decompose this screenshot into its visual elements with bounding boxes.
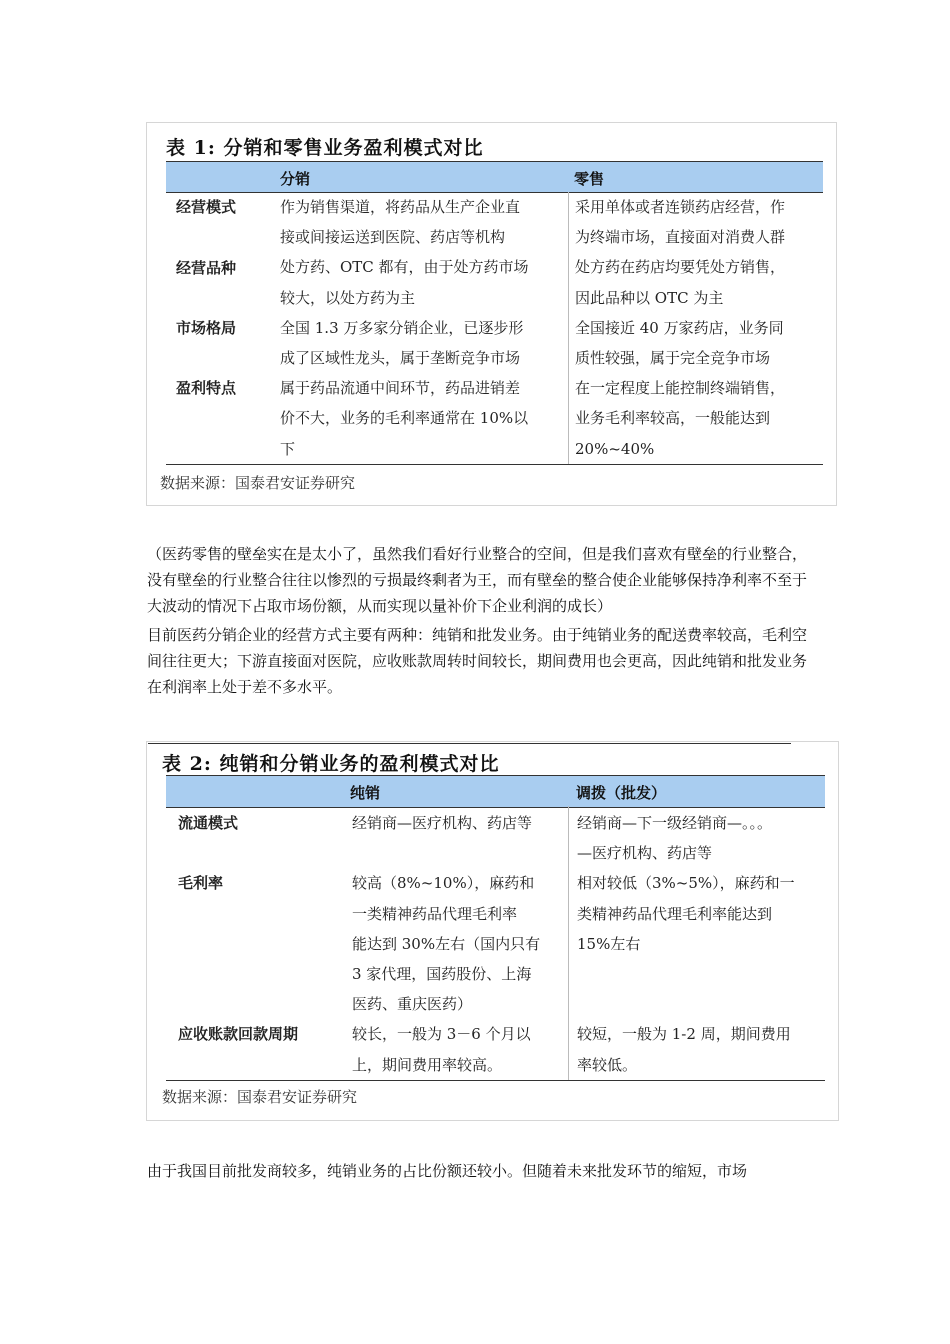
table1-cell-line: 处方药在药店均要凭处方销售， [575,258,786,277]
table1-cell-line: 为终端市场，直接面对消费人群 [575,228,786,247]
table2-cell-line [577,959,825,989]
table2-cell-line: 一类精神药品代理毛利率 [352,904,518,923]
table2-cell-line [352,838,562,868]
table2-cell-line: 类精神药品代理毛利率能达到 [577,904,773,923]
table2-cell-line: 医药、重庆医药） [352,995,473,1014]
table1-cell-line: 价不大，业务的毛利率通常在 10%以 [280,409,529,428]
table2-top-rule [148,743,791,744]
table1-header-row [166,161,823,193]
table1-cell-line: 下 [280,439,296,458]
table1-cell-line: 全国 1.3 万多家分销企业，已逐步形 [280,318,524,337]
table1-header-col2: 零售 [574,170,605,188]
table1-cell-line: 质性较强，属于完全竞争市场 [575,349,771,368]
table2-cell-line: —医疗机构、药店等 [577,844,713,863]
table2-cell-line: 率较低。 [577,1055,638,1074]
table1-cell-line: 因此品种以 OTC 为主 [575,288,724,307]
table1-cell-line: 20%~40% [575,439,655,458]
table2-cell-line: 较长，一般为 3－6 个月以 [352,1025,531,1044]
table2-header-row [166,775,825,808]
table2-row-label: 毛利率 [178,874,224,892]
table1-col1 [280,192,565,464]
table2-header-col2: 调拨（批发） [576,784,667,802]
table2-cell-line: 经销商—下一级经销商—。。。 [577,814,773,832]
paragraph-commentary [147,541,812,619]
table2-cell-line: 相对较低（3%~5%），麻药和一 [577,874,795,893]
table2-cell-line: 能达到 30%左右（国内只有 [352,934,541,953]
table2-title: 表 2: 纯销和分销业务的盈利模式对比 [162,753,500,775]
table2-cell-line [577,989,825,1019]
table2-row-label: 应收账款回款周期 [178,1025,299,1043]
table1-col2 [575,192,823,464]
table1-cell-line: 成了区域性龙头，属于垄断竞争市场 [280,349,521,368]
table2-header-col1: 纯销 [350,784,381,802]
table2-col1 [352,808,562,1080]
paragraph-text: 目前医药分销企业的经营方式主要有两种：纯销和批发业务。由于纯销业务的配送费率较高，毛利空间往往更大；下游直接面对医院，应收账款周转时间较长，期间费用也会更高，因此纯销和批发业务在利润率上处于差不多水平。 [147,626,808,696]
table1-row-label: 经营模式 [176,198,237,216]
table1-cell-line: 在一定程度上能控制终端销售， [575,379,786,398]
table2-source: 数据来源：国泰君安证券研究 [162,1088,358,1106]
table1-cell-line: 业务毛利率较高，一般能达到 [575,409,771,428]
table1-column-divider [568,192,569,464]
paragraph-text: 由于我国目前批发商较多，纯销业务的占比份额还较小。但随着未来批发环节的缩短，市场 [147,1162,748,1180]
table2-cell-line: 3 家代理，国药股份、上海 [352,964,532,983]
table1-cell-line: 较大，以处方药为主 [280,288,416,307]
table1-header-col1: 分销 [280,170,311,188]
table1-cell-line: 采用单体或者连锁药店经营，作 [575,198,786,216]
table1-cell-line: 全国接近 40 万家药店，业务同 [575,318,784,337]
table2-row-label: 流通模式 [178,814,239,832]
table1-row-label: 盈利特点 [176,379,237,397]
table2-column-divider [568,806,569,1080]
table2-cell-line: 较短，一般为 1-2 周，期间费用 [577,1025,791,1044]
table1-title: 表 1: 分销和零售业务盈利模式对比 [166,137,484,159]
table2-col2 [577,808,825,1080]
table1-bottom-rule [166,464,823,465]
table2-cell-line: 上，期间费用率较高。 [352,1055,503,1074]
table2-cell-line: 经销商—医疗机构、药店等 [352,814,533,832]
table2-cell-line: 15%左右 [577,934,641,953]
table2-cell-line: 较高（8%~10%），麻药和 [352,874,535,893]
table2-bottom-rule [166,1080,825,1081]
table1-cell-line: 处方药、OTC 都有，由于处方药市场 [280,258,529,277]
table1-row-label: 经营品种 [176,259,237,277]
paragraph-text: （医药零售的壁垒实在是太小了，虽然我们看好行业整合的空间，但是我们喜欢有壁垒的行业整合，没有壁垒的行业整合往往以惨烈的亏损最终剩者为王，而有壁垒的整合使企业能够保持净利率不至于大波动的情况下占取市场份额，从而实现以量补价下企业利润的成长） [147,545,808,615]
paragraph-distribution [147,622,812,700]
table1-cell-line: 作为销售渠道，将药品从生产企业直 [280,198,521,216]
table1-cell-line: 属于药品流通中间环节，药品进销差 [280,379,521,398]
table1-row-label: 市场格局 [176,319,237,337]
paragraph-market [147,1158,812,1184]
table1-cell-line: 接或间接运送到医院、药店等机构 [280,228,506,247]
table1-source: 数据来源：国泰君安证券研究 [160,474,356,492]
